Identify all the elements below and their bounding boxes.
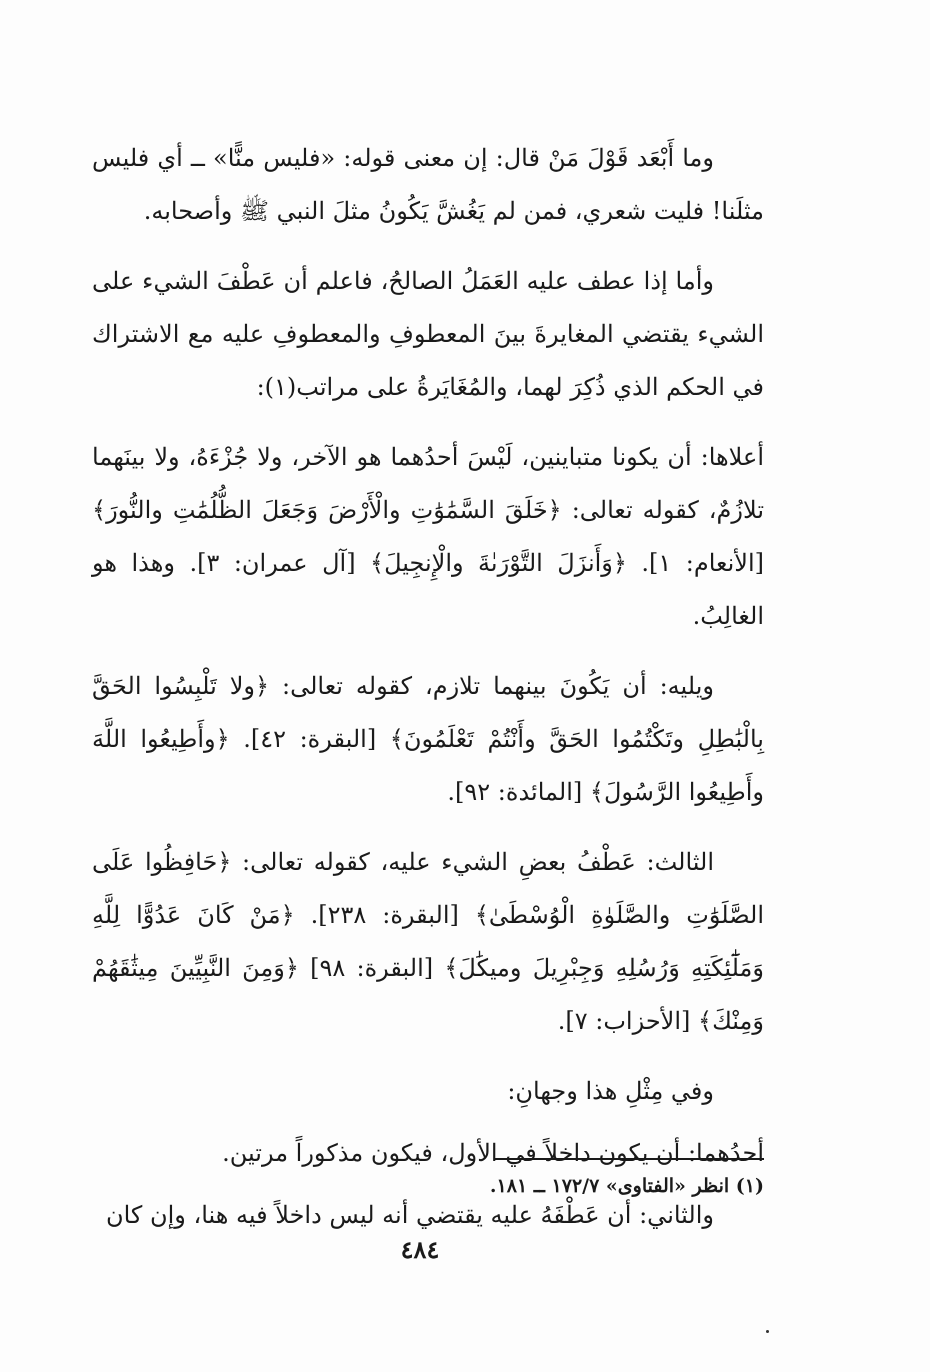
paragraph-1: وما أَبْعَد قَوْلَ مَنْ قال: إن معنى قوله: «فليس منًّا» ــ أي فليس مثلَنا! فليت شعري، فمن لم يَغُشَّ يَكُونُ مثلَ النبي ﷺ وأصحابه. — [92, 144, 764, 225]
paragraph-5: الثالث: عَطْفُ بعضِ الشيء عليه، كقوله تعالى: ﴿حَافِظُوا عَلَى الصَّلَوَٰتِ والصَّلَوٰةِ الْوُسْطَىٰ﴾ [البقرة: ٢٣٨]. ﴿مَنْ كَانَ عَدُوًّا لِلَّهِ وَمَلَٰٓئِكَتِهِ وَرُسُلِهِ وَجِبْرِيلَ وميكَٰلَ﴾ [البقرة: ٩٨] ﴿وَمِنَ النَّبِيِّينَ مِيثَٰقَهُمْ وَمِنْكَ﴾ [الأحزاب: ٧]. — [92, 848, 765, 1035]
footnote-divider — [494, 1158, 764, 1160]
main-text-block — [92, 132, 764, 1251]
paragraph-8: والثاني: أن عَطْفَهُ عليه يقتضي أنه ليس داخلاً فيه هنا، وإن كان — [105, 1201, 714, 1229]
scan-speck — [766, 1330, 769, 1333]
paragraph-2: وأما إذا عطف عليه العَمَلُ الصالحُ، فاعلم أن عَطْفَ الشيء على الشيء يقتضي المغايرةَ بينَ المعطوفِ والمعطوفِ عليه مع الاشتراك في الحكم الذي ذُكِرَ لهما، والمُغَايَرةُ على مراتب(١): — [92, 267, 764, 401]
footnote: (١) انظر «الفتاوى» ١٧٢/٧ ــ ١٨١. — [489, 1175, 764, 1197]
paragraph-3: أعلاها: أن يكونا متباينين، لَيْسَ أحدُهما هو الآخر، ولا جُزْءَهُ، ولا بينَهما تلازُمٌ، كقوله تعالى: ﴿خَلَقَ السَّمَٰوَٰتِ والْأَرْضَ وَجَعَلَ الظُّلُمَٰتِ والنُّورَ﴾ [الأنعام: ١]. ﴿وَأَنزَلَ التَّوْرَىٰةَ والْإِنجِيلَ﴾ [آل عمران: ٣]. وهذا هو الغالِبُ. — [92, 443, 764, 630]
paragraph-7: أحدُهما: أن يكون داخلاً في الأول، فيكون مذكوراً مرتين. — [222, 1139, 764, 1167]
page-number: ٤٨٤ — [400, 1235, 440, 1264]
paragraph-4: ويليه: أن يَكُونَ بينهما تلازم، كقوله تعالى: ﴿ولا تَلْبِسُوا الحَقَّ بِالْبَٰطِلِ وتَكْتُمُوا الحَقَّ وأَنْتُمْ تَعْلَمُونَ﴾ [البقرة: ٤٢]. ﴿وأَطِيعُوا اللَّهَ وأَطِيعُوا الرَّسُولَ﴾ [المائدة: ٩٢]. — [92, 672, 764, 806]
paragraph-6: وفي مِثْلِ هذا وجهانِ: — [507, 1077, 714, 1105]
